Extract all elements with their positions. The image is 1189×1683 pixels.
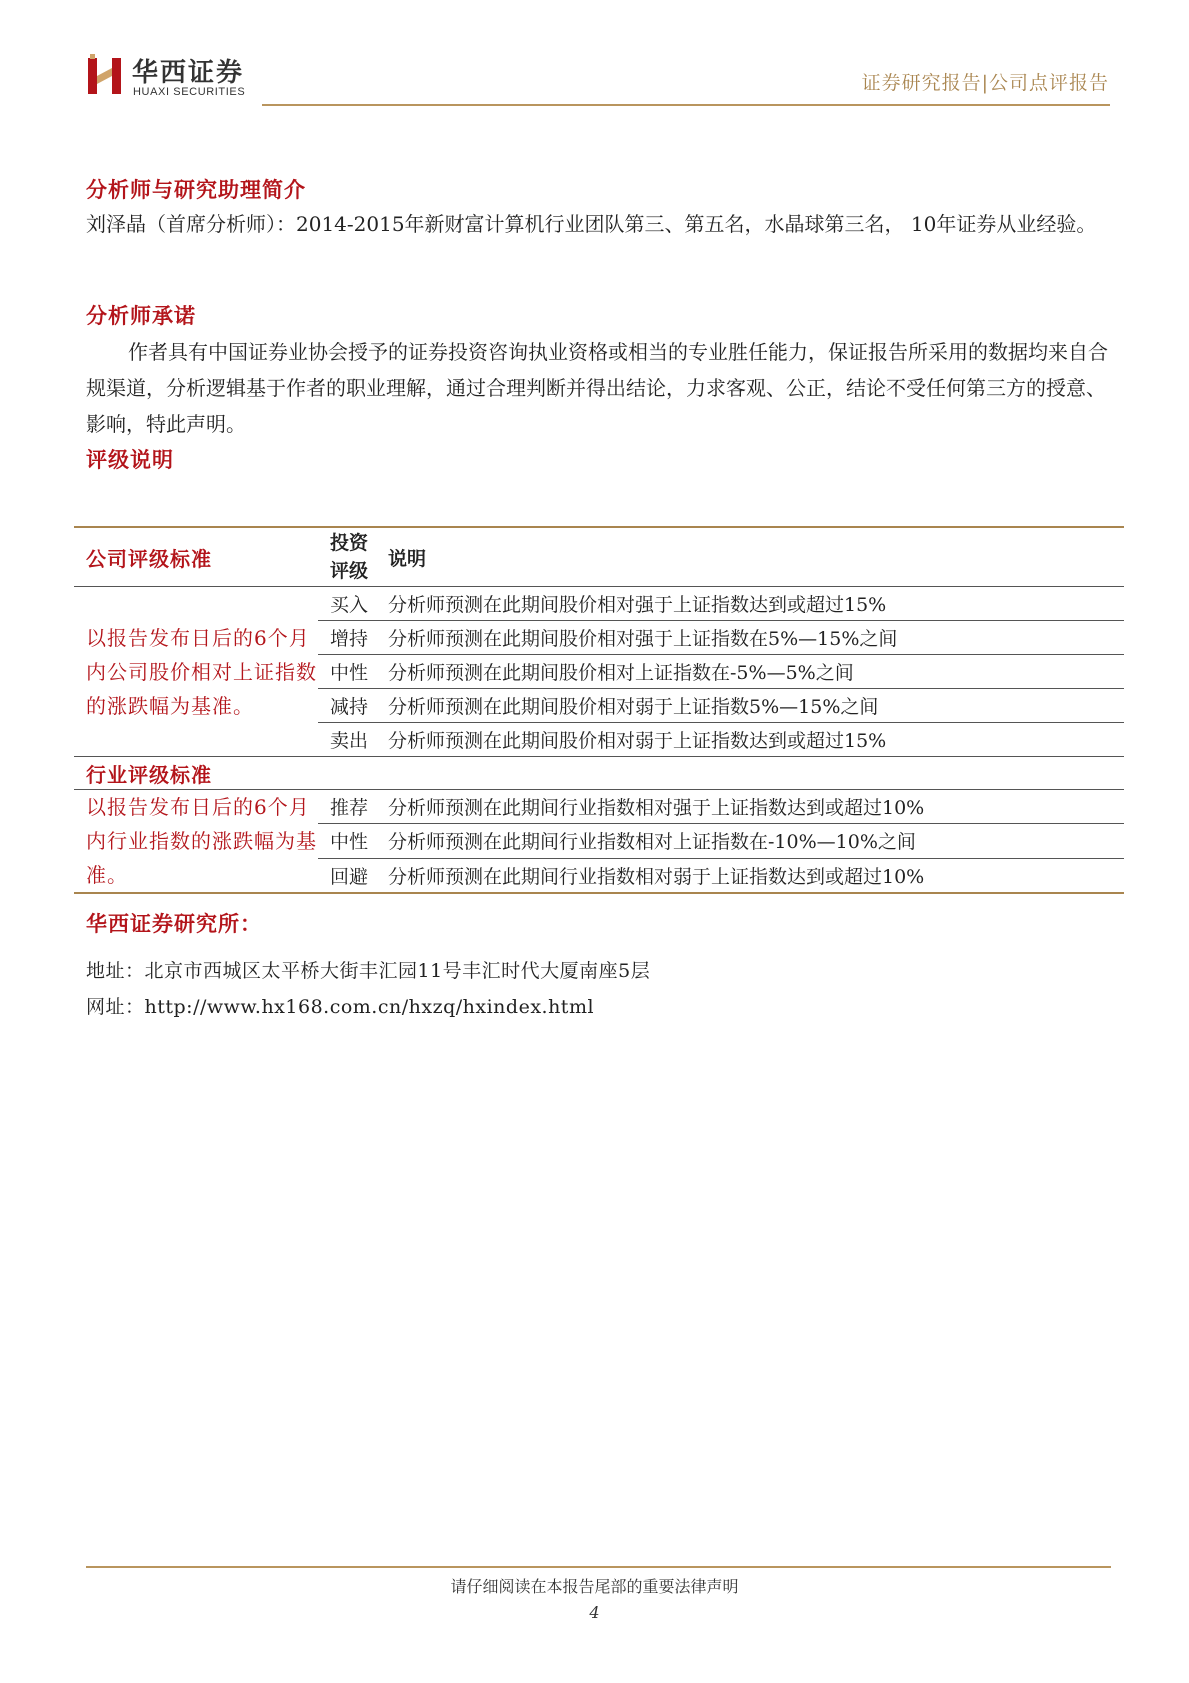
rating-label: 中性 bbox=[318, 824, 380, 858]
page-number: 4 bbox=[589, 1603, 600, 1622]
rating-desc: 分析师预测在此期间行业指数相对上证指数在-10%—10%之间 bbox=[380, 824, 1124, 858]
rating-desc: 分析师预测在此期间行业指数相对弱于上证指数达到或超过10% bbox=[380, 858, 1124, 893]
col-header-rating-line2: 评级 bbox=[329, 560, 368, 582]
rating-label: 增持 bbox=[318, 621, 380, 655]
institute-title: 华西证券研究所： bbox=[86, 912, 262, 936]
company-rating-title: 公司评级标准 bbox=[74, 527, 318, 587]
industry-rating-title: 行业评级标准 bbox=[74, 757, 318, 790]
header-divider bbox=[262, 104, 1110, 106]
analyst-section-title: 分析师与研究助理简介 bbox=[86, 178, 306, 202]
rating-desc: 分析师预测在此期间股价相对强于上证指数在5%—15%之间 bbox=[380, 621, 1124, 655]
huaxi-logo-icon bbox=[86, 54, 126, 96]
institute-address: 地址：北京市西城区太平桥大街丰汇园11号丰汇时代大厦南座5层 bbox=[86, 960, 651, 982]
brand-name-en: HUAXI SECURITIES bbox=[133, 86, 246, 98]
rating-desc: 分析师预测在此期间行业指数相对强于上证指数达到或超过10% bbox=[380, 790, 1124, 824]
rating-table bbox=[74, 526, 1124, 894]
rating-label: 买入 bbox=[318, 587, 380, 621]
table-header-row bbox=[74, 527, 1124, 587]
rating-label: 推荐 bbox=[318, 790, 380, 824]
rating-section-title: 评级说明 bbox=[86, 448, 174, 472]
industry-criteria: 以报告发布日后的6个月内行业指数的涨跌幅为基准。 bbox=[74, 790, 318, 894]
company-criteria: 以报告发布日后的6个月内公司股价相对上证指数的涨跌幅为基准。 bbox=[74, 587, 318, 757]
analyst-bio: 刘泽晶（首席分析师）：2014-2015年新财富计算机行业团队第三、第五名，水晶球第三名， 10年证券从业经验。 bbox=[86, 212, 1097, 236]
col-header-rating-line1: 投资 bbox=[329, 532, 368, 554]
rating-label: 卖出 bbox=[318, 723, 380, 757]
legal-notice: 请仔细阅读在本报告尾部的重要法律声明 bbox=[450, 1577, 739, 1596]
rating-desc: 分析师预测在此期间股价相对弱于上证指数达到或超过15% bbox=[380, 723, 1124, 757]
report-type: 证券研究报告|公司点评报告 bbox=[861, 72, 1109, 94]
table-row bbox=[74, 757, 1124, 790]
rating-desc: 分析师预测在此期间股价相对强于上证指数达到或超过15% bbox=[380, 587, 1124, 621]
rating-desc: 分析师预测在此期间股价相对弱于上证指数5%—15%之间 bbox=[380, 689, 1124, 723]
footer-divider bbox=[86, 1566, 1111, 1568]
commitment-text: 作者具有中国证券业协会授予的证券投资咨询执业资格或相当的专业胜任能力，保证报告所采用的数据均来自合规渠道，分析逻辑基于作者的职业理解，通过合理判断并得出结论，力求客观、公正，结论不受任何第三方的授意、影响，特此声明。 bbox=[86, 340, 1108, 436]
col-header-rating bbox=[318, 527, 380, 587]
rating-label: 回避 bbox=[318, 858, 380, 893]
brand-name: 华西证券 bbox=[132, 58, 245, 88]
institute-website[interactable]: 网址：http://www.hx168.com.cn/hxzq/hxindex.html bbox=[86, 996, 595, 1018]
col-header-desc: 说明 bbox=[380, 527, 1124, 587]
table-row bbox=[74, 587, 1124, 621]
rating-desc: 分析师预测在此期间股价相对上证指数在-5%—5%之间 bbox=[380, 655, 1124, 689]
rating-label: 中性 bbox=[318, 655, 380, 689]
commitment-section-title: 分析师承诺 bbox=[86, 304, 196, 328]
table-row bbox=[74, 790, 1124, 824]
rating-label: 减持 bbox=[318, 689, 380, 723]
